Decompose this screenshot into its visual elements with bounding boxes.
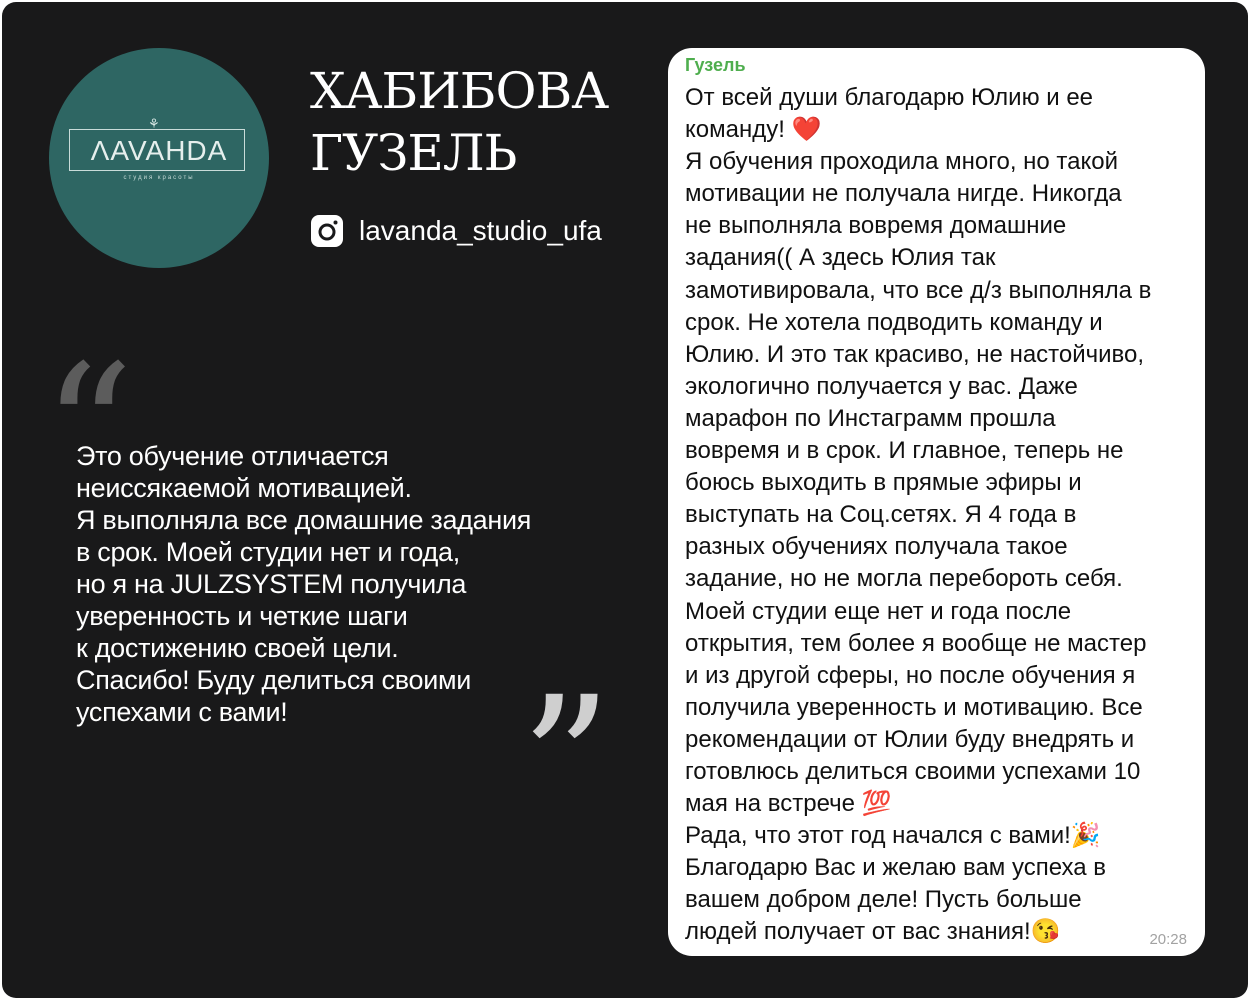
message-text: От всей души благодарю Юлию и ее команду! ❤️ Я обучения проходила много, но такой мотивации не получала нигде. Никогда не выполняла вовремя домашние задания(( А здесь Юлия так замотивировала, что все д/з выполняла в срок. Не хотела подводить команду и Юлию. И это так красиво, не настойчиво, экологично получается у вас. Даже марафон по Инстаграмм прошла вовремя и в срок. И главное, теперь не боюсь выходить в прямые эфиры и выступать на Соц.сетях. Я 4 года в разных обучениях получала такое задание, но не могла перебороть себя. Моей студии еще нет и года после открытия, тем более я вообще не мастер и из другой сферы, но после обучения я получила уверенность и мотивацию. Все рекомендации от Юлии буду внедрять и готовлюсь делиться своими успехами 10 мая на встрече 💯 Рада, что этот год начался с вами!🎉 Благодарю Вас и желаю вам успеха в вашем добром деле! Пусть больше людей получает от вас знания!😘 bbox=[685, 84, 1152, 946]
close-quote-icon: ” bbox=[520, 659, 613, 868]
lavender-sprig-icon: ⚘ bbox=[148, 117, 160, 132]
chat-message-bubble bbox=[668, 48, 1205, 956]
testimonial-card bbox=[2, 2, 1248, 998]
testimonial-text: Это обучение отличается неиссякаемой мотивацией. Я выполняла все домашние задания в срок. Моей студии нет и года, но я на JULZSYSTEM получила уверенность и четкие шаги к достижению своей цели. Спасибо! Буду делиться своими успехами с вами! bbox=[76, 441, 532, 727]
instagram-handle[interactable]: lavanda_studio_ufa bbox=[359, 215, 602, 246]
message-timestamp: 20:28 bbox=[1149, 931, 1187, 948]
message-sender: Гузель bbox=[685, 55, 746, 75]
logo-wordmark: ΛAVAHDA bbox=[90, 135, 228, 166]
open-quote-icon: “ bbox=[42, 327, 135, 536]
studio-logo bbox=[49, 48, 269, 268]
client-name: ХАБИБОВА ГУЗЕЛЬ bbox=[310, 62, 609, 182]
logo-tagline: студия красоты bbox=[123, 175, 195, 181]
instagram-icon bbox=[311, 215, 343, 247]
